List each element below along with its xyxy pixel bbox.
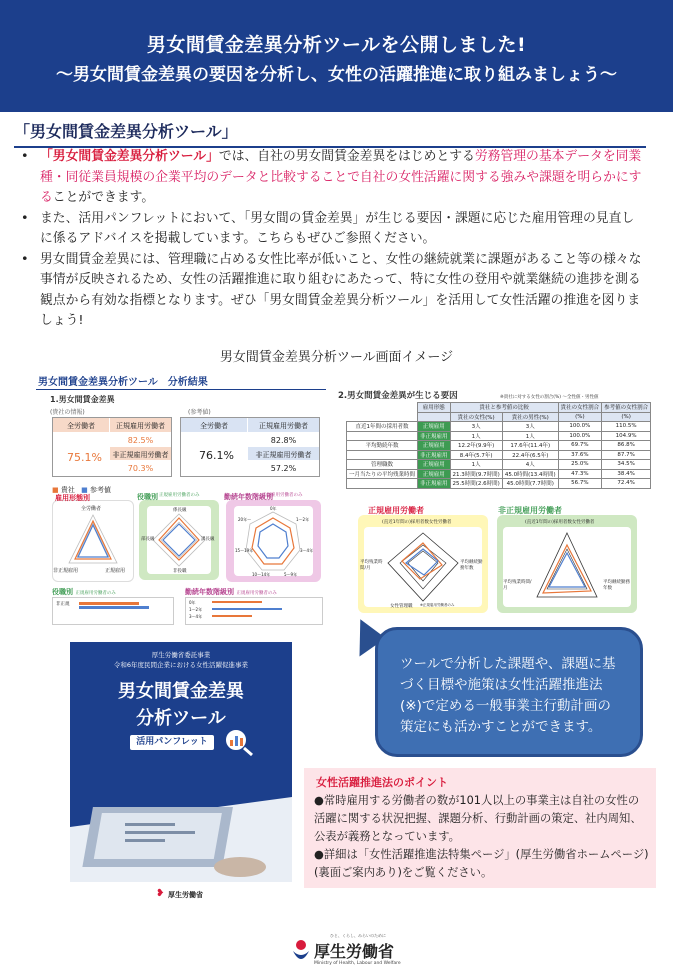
own-info-label: (貴社の情報) [50,409,85,416]
own-wage-table [52,417,172,477]
factor-note: ※貴社に対する女性の割合(%) ～全性値・男性値 [500,395,599,400]
cover-footer [70,882,292,906]
page-subtitle: ～男女間賃金差異の要因を分析し、女性の活躍推進に取り組みましょう～ [56,65,617,85]
axis-label: 10～14年 [252,572,271,577]
chart-title: 勤続年数階級別 [224,493,273,501]
chart-title: 役職別 [137,493,158,501]
table-row: 非正規雇用 8.4年(5.7年) 22.4年(6.5年) 37.6% 87.7% [347,450,651,460]
tool-name: 「男女間賃金差異分析ツール」 [40,149,219,164]
ref-wage-table [180,417,320,477]
own-all-value: 75.1% [67,451,102,464]
cover-badge: 活用パンフレット [130,735,214,750]
table-row: 平均勤続年数 正規雇用 12.2年(9.9年) 17.6年(11.4年) 69.7% 86.8% [347,441,651,451]
table-subheader: (%) [602,412,651,422]
position-bar-chart [52,597,174,625]
tenure-chart [224,493,321,582]
points-body [314,792,649,882]
regular-label: 正規雇用労働者 [116,422,165,430]
legend-own: 貴社 [60,486,75,494]
bullet-text: では、自社の男女間賃金差異をはじめとする [218,149,475,164]
cover-sponsor: 厚生労働省委託事業 令和6年度民間企業における女性活躍促進事業 [113,651,249,669]
points-title: 女性活躍推進法のポイント [316,776,448,789]
axis-label: 非正規雇用 [53,568,79,574]
analysis-title: 男女間賃金差異分析ツール 分析結果 [38,377,208,388]
footer-tagline: ひと、くらし、みらいのために [330,933,386,938]
mhlw-logo-icon [290,937,312,965]
magnifier-chart-icon [220,726,260,758]
employment-type-chart [52,494,134,582]
factor-table [346,402,651,489]
chart-note: 正規雇用労働者のみ [262,493,303,498]
footer-english: Ministry of Health, Labour and Welfare [314,961,401,966]
table-header: 参考値の女性割合 [602,403,651,413]
radar-note: ※正規雇用労働者のみ [420,603,455,607]
ref-nonregular-label: 非正規雇用労働者 [255,451,312,459]
position-chart [137,493,219,580]
axis-label: 部長級 [141,537,155,542]
axis-label: 非役職 [173,569,187,574]
section-title: 「男女間賃金差異分析ツール」 [14,119,646,148]
footer-name: 厚生労働省 [314,942,395,961]
chart-title: 雇用形態別 [55,494,90,502]
table-row: 一月当たりの平均残業時間 正規雇用 21.3時間(9.7時間) 45.0時間(13.4時間) 47.3% 38.4% [347,469,651,479]
axis-label: 0年 [270,506,277,511]
chart-note: 正規雇用労働者のみ [236,591,277,596]
all-workers-label: 全労働者 [67,422,95,430]
speech-bubble: ツールで分析した課題や、課題に基づく目標や施策は女性活躍推進法(※)で定める一般事業主行動計画の策定にも活かすことができます。 [375,627,643,757]
divider [36,389,326,390]
factor-title: 2.男女間賃金差異が生じる要因 [338,391,458,401]
bar-label: 非正規 [56,602,70,607]
law-points-box [304,768,656,888]
bullet-text: ことができます。 [52,190,155,205]
table-header: 貴社と参考値の比較 [450,403,558,413]
axis-label: 15～19年 [235,548,254,553]
bullet-item: • また、活用パンフレットにおいて、「男女間の賃金差異」が生じる要因・課題に応じた雇用管理の見直しに係るアドバイスを掲載しています。こちらもぜひご参照ください。 [18,209,643,250]
ref-regular-label: 正規雇用労働者 [259,422,308,430]
radar-sub: (直近1年間の)採用者数女性労働者 [382,520,452,525]
point-item: ●常時雇用する労働者の数が101人以上の事業主は自社の女性の活躍に関する状況把握、課題分析、行動計画の策定、社内周知、公表が義務となっています。 [314,794,642,843]
radar-chart [497,515,637,613]
tenure-bar-chart [185,597,323,625]
bar-ref [212,608,282,610]
point-item: ●詳細は「女性活躍推進法特集ページ」(厚生労働省ホームページ)(裏面ご案内あり)をご覧ください。 [314,848,649,879]
ref-series [78,525,108,557]
highlight-text: 労務管理の基本データを同業種・同従業員規模の企業平均のデータと比較することで自社の女性活躍に関する強みや課題を明らかにする [40,149,642,205]
table-row: 非正規雇用 1人 1人 100.0% 104.9% [347,431,651,441]
nonregular-label: 非正規雇用労働者 [112,451,169,459]
ref-all-label: 全労働者 [200,422,228,430]
axis-label: 正規雇用 [105,568,126,574]
page-title: 男女間賃金差異分析ツールを公開しました! [146,34,527,56]
bullet-item [18,147,643,209]
table-row: 非正規雇用 25.5時間(2.6時間) 45.0時間(7.7時間) 56.7% 72.4% [347,479,651,489]
ref-regular-value: 82.8% [270,436,297,445]
axis-label: 女性管理職 [390,604,413,609]
axis-label: 平均残業時間/月 [360,560,383,571]
bar-chart-title [52,587,116,597]
table-header: 雇用形態 [418,403,451,413]
axis-label: 5～9年 [284,572,298,577]
header-banner [0,0,673,112]
wage-gap-heading: 1.男女間賃金差異 [50,395,115,404]
laptop-photo-illustration [70,767,292,882]
axis-label: 全労働者 [81,506,102,512]
legend-ref: 参考値 [89,486,111,494]
chart-note: 正規雇用労働者のみ [159,493,200,498]
table-row: 管理職数 正規雇用 1人 4人 25.0% 34.5% [347,460,651,470]
axis-label: 平均残業時間/月 [503,580,532,591]
cover-photo [70,767,292,882]
table-header: 貴社の女性割合 [558,403,602,413]
own-nonregular-value: 70.3% [127,464,154,473]
bar-ref [79,606,149,609]
table-subheader: 貴社の男性(%) [502,412,558,422]
axis-label: 3～4年 [300,548,314,553]
mhlw-logo-icon: ❥ [156,888,165,899]
chart-title: 役職別 [52,588,73,596]
table-subheader: (%) [558,412,602,422]
radar1-title: 正規雇用労働者 [368,506,424,515]
cover-logo-text: 厚生労働省 [168,891,203,899]
legend-ref-swatch: ■ [81,486,88,494]
bar-own [79,602,139,605]
axis-label: 平均継続勤務年数 [603,580,630,591]
image-title: 男女間賃金差異分析ツール画面イメージ [219,350,454,365]
chart-title: 勤続年数階級別 [185,588,234,596]
chart-note: 正規雇用労働者のみ [75,591,116,596]
regular-radar-chart [358,515,488,613]
radar2-title: 非正規雇用労働者 [498,506,562,515]
bar-own [212,601,262,603]
bar-own [212,615,252,617]
ref-nonregular-value: 57.2% [270,464,297,473]
table-subheader: 貴社の女性(%) [450,412,502,422]
bar-label: 3～4年 [189,614,203,619]
axis-label: 課長級 [201,537,215,542]
bullet-item: • 男女間賃金差異には、管理職に占める女性比率が低いこと、女性の継続就業に課題があること等の様々な事情が反映されるため、女性の活躍推進に取り組むにあたって、特に女性の登用や就業継続の進捗を測る観点から有効な指標となります。ぜひ「男女間賃金差異分析ツール」を活用して女性活躍の推進を図りましょう! [18,250,643,332]
legend-own-swatch: ■ [52,486,59,494]
bar-label: 1～2年 [189,607,203,612]
axis-label: 平均継続勤務年数 [460,560,483,571]
radar-chart [226,500,321,582]
pamphlet-cover [70,642,292,906]
own-regular-value: 82.5% [127,436,154,445]
axis-label: 係長級 [173,508,187,513]
footer-logo [290,933,410,971]
cover-title: 男女間賃金差異 分析ツール [118,681,244,729]
axis-label: 1～2年 [296,517,310,522]
table-row: 直近1年間の採用者数 正規雇用 3人 3人 100.0% 110.5% [347,422,651,432]
ref-label: (参考値) [188,409,211,416]
radar-sub: (直近1年間の)採用者数女性労働者 [525,520,595,525]
bar-chart-title [185,587,277,597]
bar-label: 0年 [189,600,196,605]
nonregular-radar-chart [497,515,637,613]
bullet-list [18,147,643,332]
axis-label: 20年～ [238,517,252,522]
ref-all-value: 76.1% [199,449,234,462]
